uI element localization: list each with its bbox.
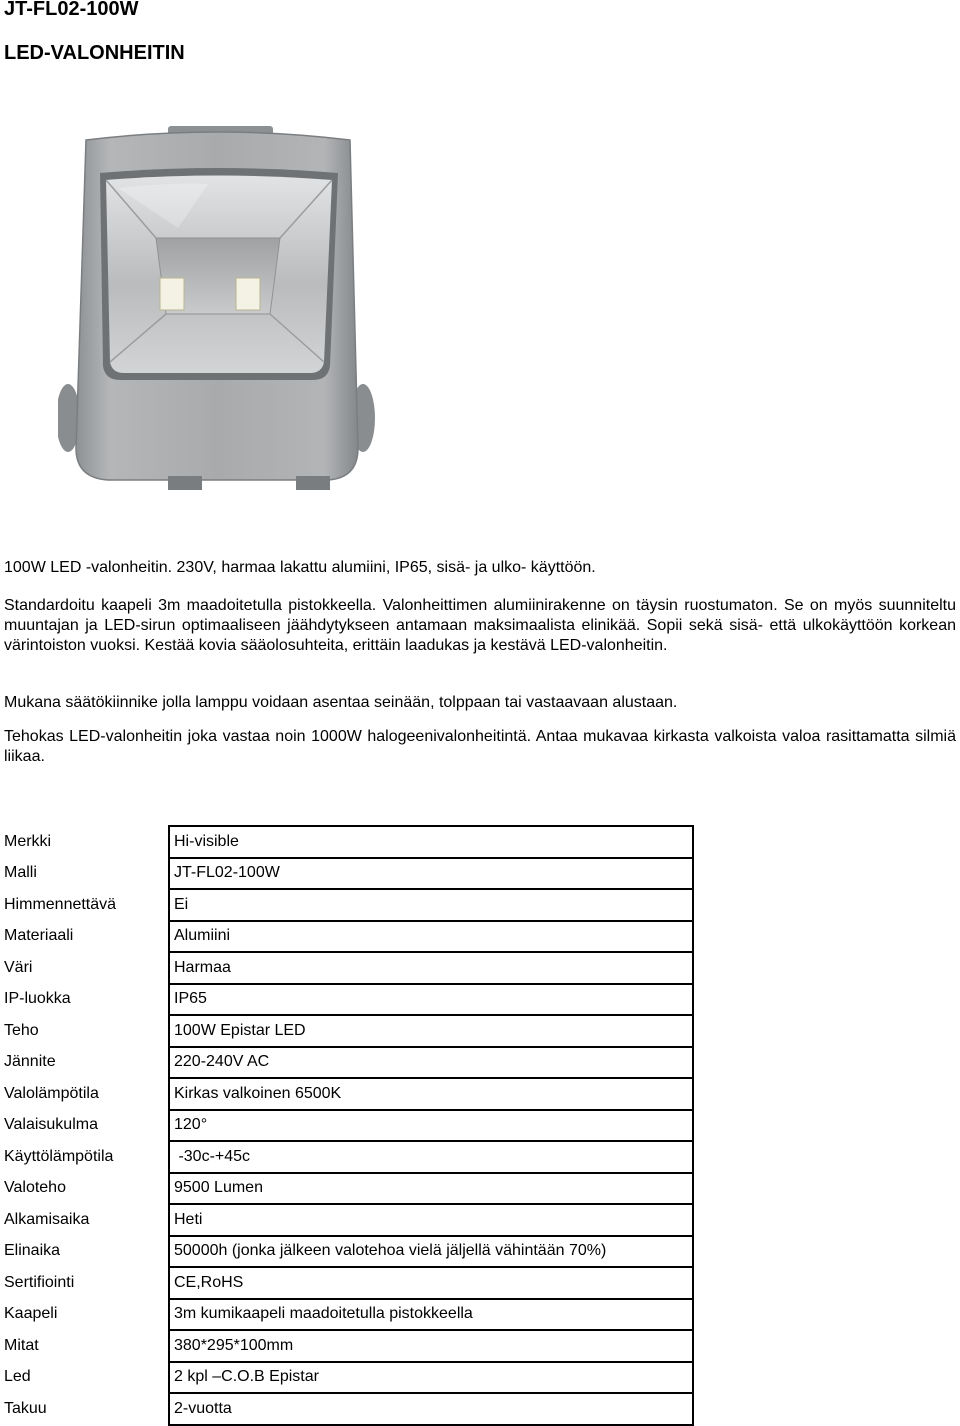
- led-floodlight-image: [58, 118, 378, 498]
- table-row: [2, 1015, 693, 1047]
- spec-key: IP-luokka: [4, 990, 71, 1008]
- spec-value: -30c-+45c: [169, 1141, 693, 1173]
- spec-value: 9500 Lumen: [169, 1173, 693, 1205]
- spec-key: Malli: [4, 864, 37, 882]
- spec-key: Alkamisaika: [4, 1210, 90, 1228]
- spec-key: Sertifiointi: [4, 1273, 75, 1291]
- spec-table: [2, 825, 694, 1426]
- table-row: [2, 952, 693, 984]
- spec-value: 380*295*100mm: [169, 1330, 693, 1362]
- spec-key: Mitat: [4, 1336, 39, 1354]
- description-intro: 100W LED -valonheitin. 230V, harmaa lakattu alumiini, IP65, sisä- ja ulko- käyttöön.: [4, 559, 596, 576]
- product-type: LED-VALONHEITIN: [4, 42, 185, 64]
- spec-key: Valolämpötila: [4, 1084, 99, 1102]
- spec-value: CE,RoHS: [169, 1267, 693, 1299]
- spec-key: Takuu: [4, 1399, 47, 1417]
- spec-value: 3m kumikaapeli maadoitetulla pistokkeella: [169, 1299, 693, 1331]
- spec-value: Heti: [169, 1204, 693, 1236]
- spec-value: 2 kpl –C.O.B Epistar: [169, 1362, 693, 1394]
- table-row: [2, 1047, 693, 1079]
- table-row: [2, 1078, 693, 1110]
- spec-key: Led: [4, 1368, 31, 1386]
- table-row: [2, 1330, 693, 1362]
- description-efficiency: Tehokas LED-valonheitin joka vastaa noin 1000W halogeenivalonheitintä. Antaa mukavaa kirkasta valkoista valoa rasittamatta silmiä liikaa.: [4, 728, 956, 765]
- spec-key: Jännite: [4, 1053, 56, 1071]
- table-row: [2, 1267, 693, 1299]
- table-row: [2, 1362, 693, 1394]
- table-row: [2, 1110, 693, 1142]
- table-row: [2, 1236, 693, 1268]
- spec-value: 100W Epistar LED: [169, 1015, 693, 1047]
- spec-value: 50000h (jonka jälkeen valotehoa vielä jäljellä vähintään 70%): [169, 1236, 693, 1268]
- table-row: [2, 858, 693, 890]
- spec-value: Hi-visible: [169, 826, 693, 858]
- table-row: [2, 826, 693, 858]
- spec-value: Alumiini: [169, 921, 693, 953]
- spec-value: 220-240V AC: [169, 1047, 693, 1079]
- spec-key: Elinaika: [4, 1242, 61, 1260]
- spec-key: Teho: [4, 1021, 39, 1039]
- description-details: Standardoitu kaapeli 3m maadoitetulla pistokkeella. Valonheittimen alumiinirakenne on täysin ruostumaton. Se on myös suunniteltu muuntajan ja LED-sirun optimaaliseen jäähdytykseen antamaan maksimaalista elinikää. Sopii sekä sisä- että ulkokäyttöön korkean värintoiston vuoksi. Kestää kovia sääolosuhteita, erittäin laadukas ja kestävä LED-valonheitin.: [4, 597, 956, 654]
- spec-value: IP65: [169, 984, 693, 1016]
- spec-key: Väri: [4, 958, 33, 976]
- spec-key: Materiaali: [4, 927, 74, 945]
- spec-key: Valaisukulma: [4, 1116, 98, 1134]
- table-row: [2, 1173, 693, 1205]
- spec-key: Kaapeli: [4, 1305, 58, 1323]
- spec-value: JT-FL02-100W: [169, 858, 693, 890]
- table-row: [2, 921, 693, 953]
- spec-value: Ei: [169, 889, 693, 921]
- spec-key: Käyttölämpötila: [4, 1147, 114, 1165]
- spec-value: Kirkas valkoinen 6500K: [169, 1078, 693, 1110]
- spec-value: 2-vuotta: [169, 1393, 693, 1425]
- spec-key: Valoteho: [4, 1179, 66, 1197]
- description-mount: Mukana säätökiinnike jolla lamppu voidaan asentaa seinään, tolppaan tai vastaavaan alustaan.: [4, 694, 678, 711]
- table-row: [2, 1299, 693, 1331]
- spec-key: Merkki: [4, 832, 52, 850]
- table-row: [2, 1141, 693, 1173]
- spec-key: Himmennettävä: [4, 895, 117, 913]
- spec-value: 120°: [169, 1110, 693, 1142]
- table-row: [2, 984, 693, 1016]
- table-row: [2, 1393, 693, 1425]
- spec-value: Harmaa: [169, 952, 693, 984]
- table-row: [2, 889, 693, 921]
- table-row: [2, 1204, 693, 1236]
- product-code: JT-FL02-100W: [4, 0, 139, 20]
